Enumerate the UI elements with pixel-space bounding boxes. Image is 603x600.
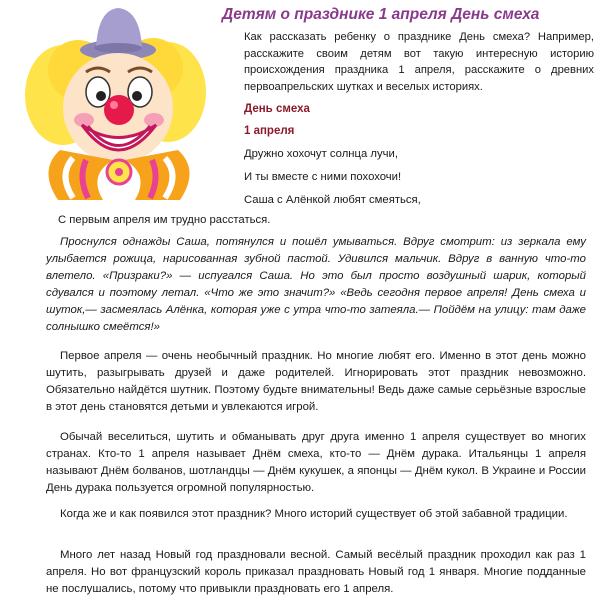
body-paragraph: Когда же и как появился этот праздник? Много историй существует об этой забавной традиции.: [60, 508, 568, 520]
poem-date: 1 апреля: [244, 125, 295, 137]
page-title: Детям о празднике 1 апреля День смеха: [222, 6, 540, 23]
story-paragraph: Проснулся однажды Саша, потянулся и пошёл умываться. Вдруг смотрит: из зеркала ему улыбается рожица, нарисованная зубной пастой. Удивился мальчик. Вдруг в ванную что-то влетело. «Призраки?» — испугался Саша. Но это был просто воздушный шарик, который сдувался и поэтому летал. «Что же это значит?» «Ведь сегодня первое апреля! День смеха и шуток,— засмеялась Алёнка, которая уже с утра что-то затеяла.— Пойдём на улицу: там даже солнышко смеётся!»: [46, 236, 586, 333]
poem-line: С первым апреля им трудно расстаться.: [58, 214, 271, 226]
poem-line: Дружно хохочут солнца лучи,: [244, 148, 398, 160]
body-paragraph: Обычай веселиться, шутить и обманывать друг друга именно 1 апреля существует во многих странах. Кто-то 1 апреля называет Днём смеха, кто-то — Днём дурака. Итальянцы 1 апреля называют Днём болванов, шотландцы — Днём кукушек, а японцы — Днём кукол. В Украине и России День дурака пользуется огромной популярностью.: [46, 431, 586, 494]
poem-line: И ты вместе с ними похохочи!: [244, 171, 402, 183]
intro-paragraph: Как рассказать ребенку о празднике День смеха? Например, расскажите своим детям вот такую интересную историю происхождения праздника 1 апреля, расскажите о древних первоапрельских шутках и веселых историях.: [244, 31, 594, 93]
body-paragraph: Первое апреля — очень необычный праздник. Но многие любят его. Именно в этот день можно шутить, разыгрывать друзей и даже родителей. Игнорировать этот праздник невозможно. Обязательно найдётся шутник. Поэтому будьте внимательны! Ведь даже самые серьёзные взрослые в этот день становятся детьми и увлекаются игрой.: [46, 350, 586, 413]
poem-title: День смеха: [244, 103, 310, 115]
clown-illustration-icon: [18, 0, 213, 205]
poem-line: Саша с Алёнкой любят смеяться,: [244, 194, 421, 206]
body-paragraph: Много лет назад Новый год праздновали весной. Самый весёлый праздник проходил как раз 1 апреля. Но вот французский король приказал праздновать Новый год 1 января. Многие подданные не послушались, потому что привыкли праздновать его 1 апреля.: [46, 549, 586, 595]
